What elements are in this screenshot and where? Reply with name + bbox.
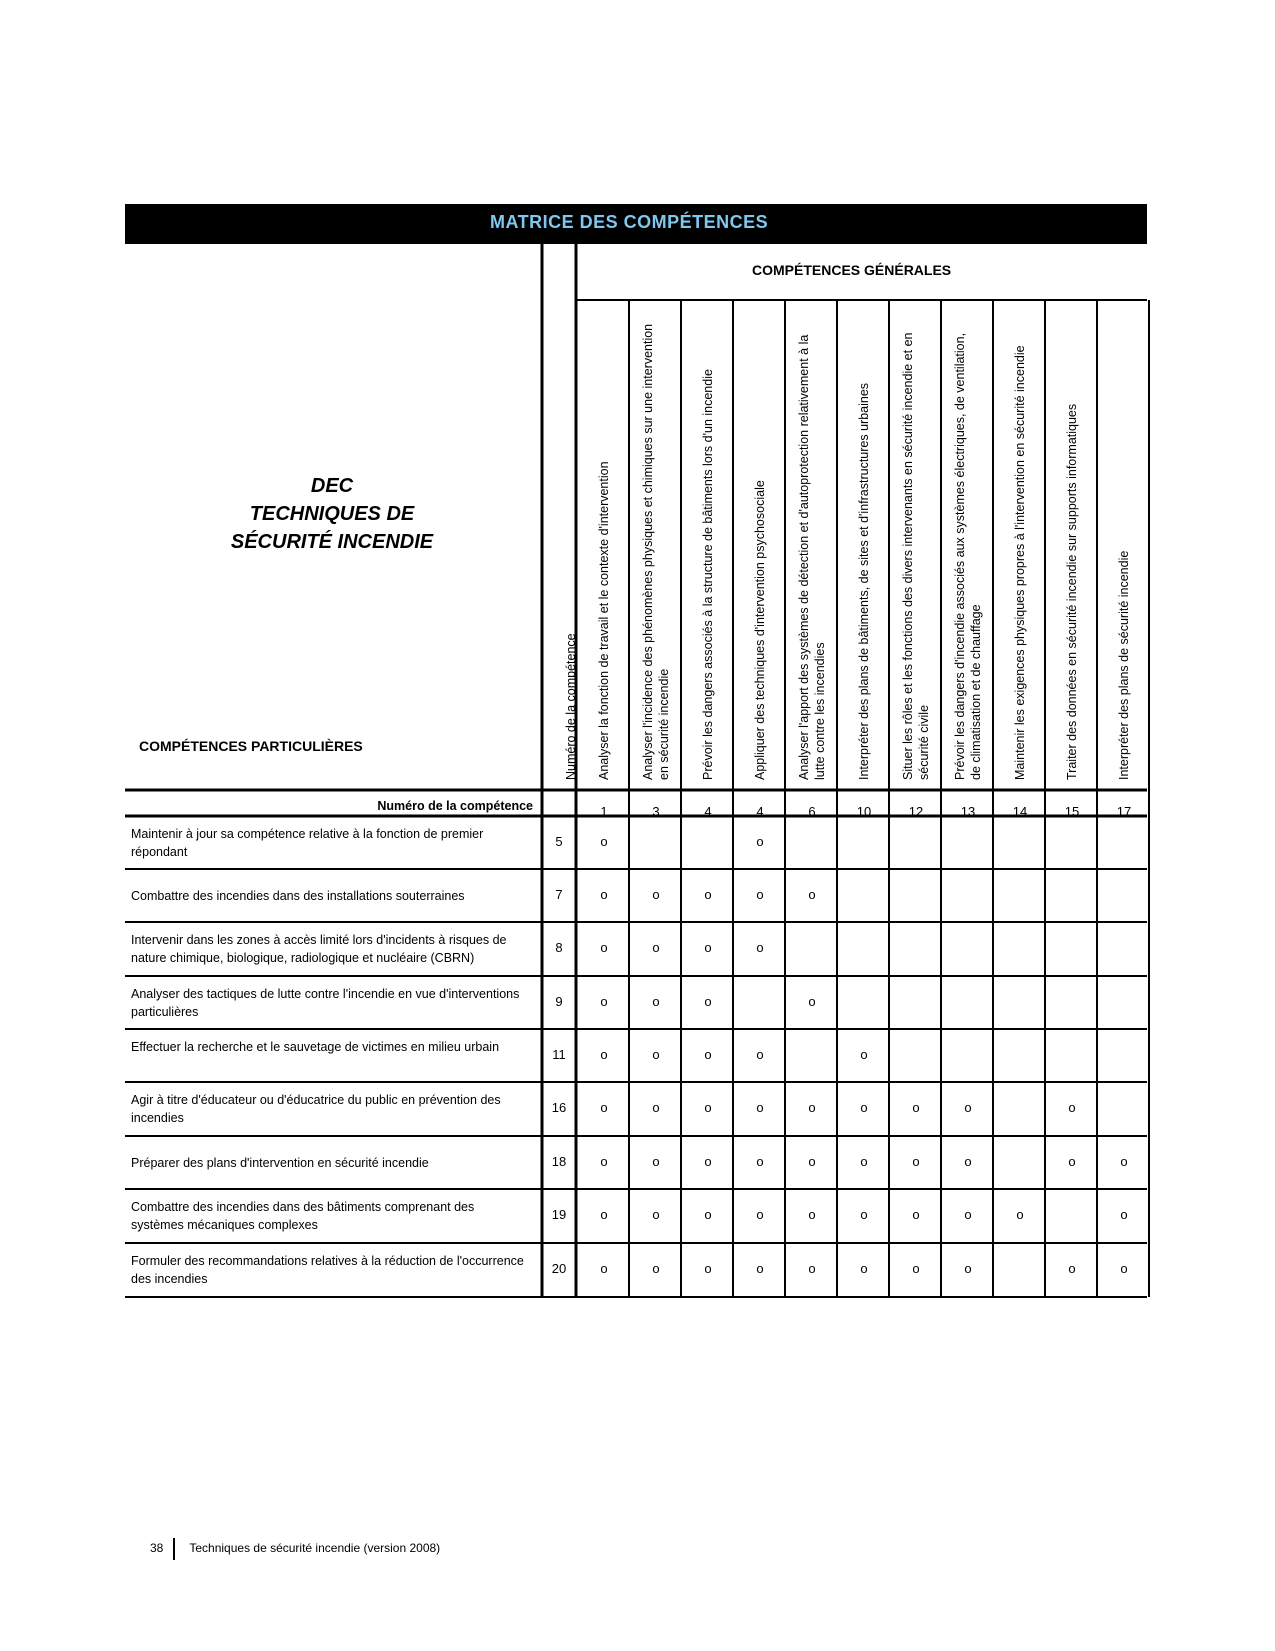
matrix-cell: o <box>1016 1207 1024 1222</box>
matrix-cell: o <box>704 1207 712 1222</box>
matrix-cell: o <box>756 833 764 849</box>
matrix-cell: o <box>756 940 764 955</box>
matrix-cell: o <box>756 886 764 902</box>
matrix-cell: o <box>912 1207 920 1222</box>
general-competency-7-label <box>894 320 938 780</box>
matrix-cell: o <box>808 1153 816 1169</box>
matrix-cell: o <box>1120 1207 1128 1222</box>
row-competency-number: 19 <box>551 1207 567 1222</box>
row-competency-number: 9 <box>555 993 563 1009</box>
matrix-cell: o <box>964 1207 972 1222</box>
general-competency-11-label <box>1102 320 1146 780</box>
row-competency-number: 18 <box>551 1153 567 1169</box>
matrix-cell: o <box>704 1261 712 1276</box>
matrix-cell: o <box>652 993 660 1009</box>
row-competency-label: Effectuer la recherche et le sauvetage de victimes en milieu urbain <box>131 1039 500 1054</box>
program-line-2: TECHNIQUES DE <box>249 503 415 525</box>
row-competency-label: Préparer des plans d'intervention en sécurité incendie <box>131 1155 429 1170</box>
competency-number-row-label: Numéro de la compétence <box>377 799 533 813</box>
program-line-3: SÉCURITÉ INCENDIE <box>230 531 434 553</box>
row-competency-number: 20 <box>551 1261 567 1276</box>
matrix-cell: o <box>1068 1100 1076 1115</box>
page-footer <box>150 1538 440 1560</box>
program-title <box>216 472 448 556</box>
general-competency-number: 17 <box>1116 804 1132 819</box>
matrix-cell: o <box>860 1153 868 1169</box>
matrix-cell: o <box>704 993 712 1009</box>
general-competency-text: Analyser l'apport des systèmes de détection et d'autoprotection relativement à la lutte contre les incendies <box>797 334 827 780</box>
general-competencies-header: COMPÉTENCES GÉNÉRALES <box>752 262 952 278</box>
matrix-cell: o <box>756 1046 764 1062</box>
general-competency-2-label <box>634 320 678 780</box>
matrix-cell: o <box>808 1261 816 1276</box>
matrix-cell: o <box>912 1153 920 1169</box>
general-competency-text: Traiter des données en sécurité incendie sur supports informatiques <box>1065 403 1079 780</box>
row-competency-label: Combattre des incendies dans des bâtiments comprenant des systèmes mécaniques complexes <box>131 1200 475 1232</box>
row-competency-number: 8 <box>555 940 563 955</box>
row-competency-label: Analyser des tactiques de lutte contre l'incendie en vue d'interventions particulières <box>131 986 520 1019</box>
matrix-cell: o <box>600 993 608 1009</box>
general-competency-text: Interpréter des plans de bâtiments, de sites et d'infrastructures urbaines <box>857 382 871 780</box>
row-competency-label: Maintenir à jour sa compétence relative à la fonction de premier répondant <box>131 826 484 859</box>
general-competency-text: Appliquer des techniques d'intervention psychosociale <box>753 480 767 780</box>
matrix-cell: o <box>652 1153 660 1169</box>
general-competency-text: Situer les rôles et les fonctions des divers intervenants en sécurité incendie et en sécurité civile <box>901 332 931 780</box>
matrix-cell: o <box>600 1100 608 1115</box>
general-competency-10-label <box>1050 320 1094 780</box>
matrix-cell: o <box>600 1153 608 1169</box>
general-competency-number: 12 <box>908 804 924 819</box>
matrix-cell: o <box>652 940 660 955</box>
matrix-cell: o <box>912 1261 920 1276</box>
matrix-cell: o <box>704 940 712 955</box>
general-competency-text: Prévoir les dangers d'incendie associés aux systèmes électriques, de ventilation, de climatisation et de chauffage <box>953 332 983 780</box>
matrix-cell: o <box>652 1046 660 1062</box>
general-competency-8-label <box>946 320 990 780</box>
row-competency-number: 5 <box>555 833 563 849</box>
general-competency-number: 10 <box>856 804 872 819</box>
program-line-1: DEC <box>310 475 354 497</box>
footer-text: Techniques de sécurité incendie (version 2008) <box>189 1541 441 1556</box>
page-title: MATRICE DES COMPÉTENCES <box>490 212 769 232</box>
general-competency-number: 4 <box>756 804 764 819</box>
row-competency-label: Intervenir dans les zones à accès limité lors d'incidents à risques de nature chimique, biologique, radiologique et nucléaire (CBRN) <box>131 933 507 965</box>
matrix-cell: o <box>600 1207 608 1222</box>
matrix-cell: o <box>964 1261 972 1276</box>
general-competency-number: 6 <box>808 804 816 819</box>
matrix-cell: o <box>756 1261 764 1276</box>
matrix-cell: o <box>860 1046 868 1062</box>
row-competency-label: Formuler des recommandations relatives à la réduction de l'occurrence des incendies <box>131 1254 524 1286</box>
general-competency-number: 1 <box>600 804 608 819</box>
general-competency-text: Analyser la fonction de travail et le contexte d'intervention <box>597 461 611 780</box>
matrix-cell: o <box>860 1207 868 1222</box>
row-competency-label: Combattre des incendies dans des installations souterraines <box>131 888 465 903</box>
matrix-cell: o <box>652 1100 660 1115</box>
general-competency-number: 14 <box>1012 804 1028 819</box>
matrix-cell: o <box>1120 1261 1128 1276</box>
general-competency-4-label <box>738 320 782 780</box>
general-competency-6-label <box>842 320 886 780</box>
row-competency-number: 16 <box>551 1100 567 1115</box>
general-competency-text: Analyser l'incidence des phénomènes physiques et chimiques sur une intervention en sécurité incendie <box>641 323 671 780</box>
general-competency-number: 4 <box>704 804 712 819</box>
matrix-cell: o <box>652 1261 660 1276</box>
general-competency-number: 3 <box>652 804 660 819</box>
row-competency-number: 11 <box>552 1046 566 1062</box>
general-competency-5-label <box>790 320 834 780</box>
matrix-cell: o <box>808 1207 816 1222</box>
general-competency-text: Maintenir les exigences physiques propres à l'intervention en sécurité incendie <box>1013 345 1027 780</box>
general-competency-text: Prévoir les dangers associés à la structure de bâtiments lors d'un incendie <box>701 369 715 780</box>
row-competency-label: Agir à titre d'éducateur ou d'éducatrice du public en prévention des incendies <box>131 1093 501 1125</box>
matrix-cell: o <box>704 886 712 902</box>
matrix-cell: o <box>912 1100 920 1115</box>
general-competency-3-label <box>686 320 730 780</box>
matrix-cell: o <box>756 1207 764 1222</box>
matrix-cell: o <box>756 1100 764 1115</box>
matrix-cell: o <box>704 1046 712 1062</box>
page-number: 38 <box>150 1541 164 1556</box>
matrix-cell: o <box>808 1100 816 1115</box>
matrix-cell: o <box>964 1100 972 1115</box>
matrix-cell: o <box>808 993 816 1009</box>
matrix-cell: o <box>652 1207 660 1222</box>
row-competency-number: 7 <box>555 886 563 902</box>
general-competency-number: 13 <box>960 804 976 819</box>
general-competency-number: 15 <box>1064 804 1080 819</box>
matrix-cell: o <box>600 1046 608 1062</box>
matrix-cell: o <box>600 1261 608 1276</box>
matrix-cell: o <box>600 940 608 955</box>
general-competency-9-label <box>998 320 1042 780</box>
particular-competencies-header: COMPÉTENCES PARTICULIÈRES <box>139 738 363 754</box>
matrix-cell: o <box>704 1153 712 1169</box>
matrix-cell: o <box>756 1153 764 1169</box>
matrix-cell: o <box>600 833 608 849</box>
general-competency-text: Interpréter des plans de sécurité incendie <box>1117 550 1131 780</box>
matrix-cell: o <box>704 1100 712 1115</box>
matrix-cell: o <box>860 1261 868 1276</box>
matrix-cell: o <box>808 886 816 902</box>
matrix-cell: o <box>600 886 608 902</box>
matrix-cell: o <box>1068 1261 1076 1276</box>
matrix-cell: o <box>964 1153 972 1169</box>
matrix-cell: o <box>1068 1153 1076 1169</box>
footer-separator <box>173 1538 175 1560</box>
matrix-cell: o <box>652 886 660 902</box>
matrix-cell: o <box>1120 1153 1128 1169</box>
matrix-cell: o <box>860 1100 868 1115</box>
competency-number-column-label: Numéro de la compétence <box>564 633 578 780</box>
general-competency-1-label <box>582 320 626 780</box>
